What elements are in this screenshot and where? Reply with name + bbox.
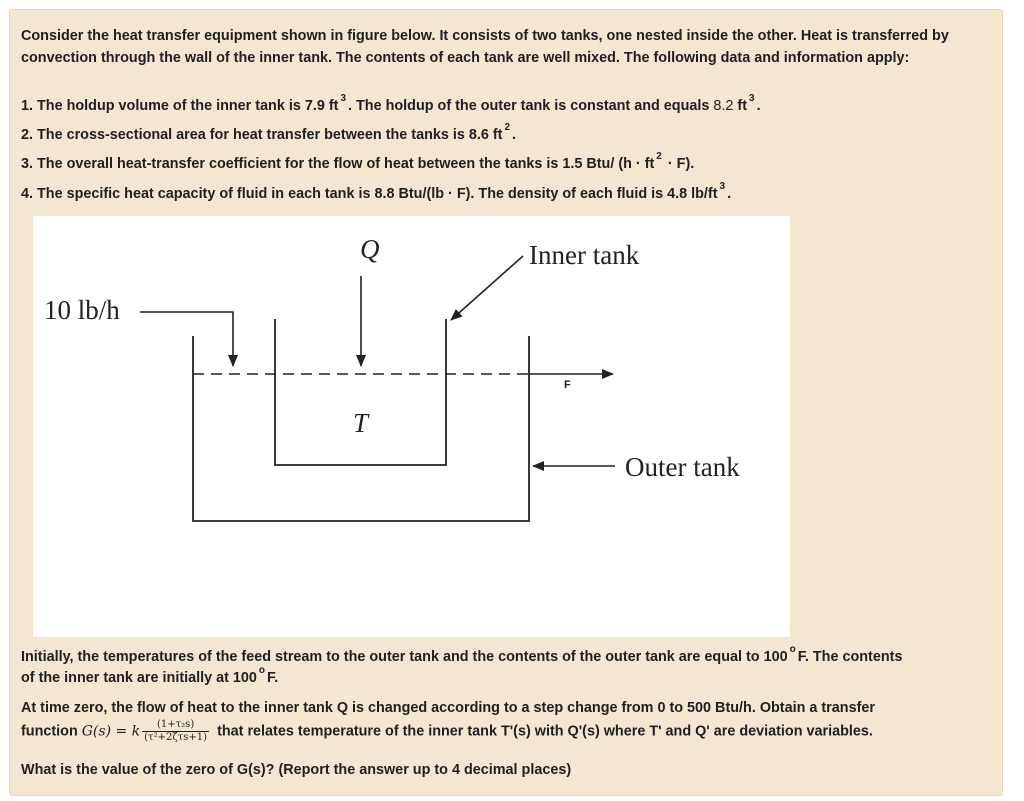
item-2: 2. The cross-sectional area for heat transfer between the tanks is 8.6 ft $^2$ . <box>21 122 517 143</box>
feed-label: 10 lb/h <box>44 295 120 325</box>
temperature-label: T <box>353 408 369 438</box>
item-3: 3. The overall heat-transfer coefficient for the flow of heat between the tanks is 1.5 Btu/ (h · ft $^2$ · F). <box>21 151 695 172</box>
q-label: Q <box>360 234 380 264</box>
step-change-line: At time zero, the flow of heat to the inner tank Q is changed according to a step change from 0 to 500 Btu/h. Obtain a transfer <box>21 700 875 716</box>
initial-conditions-line-1: Initially, the temperatures of the feed stream to the outer tank and the contents of the outer tank are equal to 100 $^o$ F. The contents <box>21 644 903 665</box>
tank-diagram <box>33 216 790 637</box>
feed-arrow <box>140 312 233 366</box>
item-1: 1. The holdup volume of the inner tank is 7.9 ft $^3$ . The holdup of the outer tank is constant and equals 8.2 ft $^3$ . <box>21 93 761 114</box>
inner-tank-pointer <box>451 256 523 320</box>
transfer-function-fraction: $\frac{\text{(1+τ₂s)}}{\text{(τ²+2ζτs+1)}}$ <box>144 719 208 743</box>
outer-tank-label: Outer tank <box>625 452 740 482</box>
inner-tank-label: Inner tank <box>529 240 640 270</box>
question: What is the value of the zero of G(s)? (Report the answer up to 4 decimal places) <box>21 762 572 778</box>
tank-diagram-svg <box>33 216 790 637</box>
transfer-function-line: function G(s) = k $\frac{\text{(1+τ₂s)}}{\text{(τ²+2ζτs+1)}}$ that relates temperature of the inner tank T'(s) with Q'(s) where T' and Q' are deviation variables. <box>21 719 873 743</box>
transfer-function-expression: G(s) = k <box>81 723 141 740</box>
initial-conditions-line-2: of the inner tank are initially at 100 $^o$ F. <box>21 665 279 686</box>
outlet-f-label: F <box>564 379 571 391</box>
item-4: 4. The specific heat capacity of fluid in each tank is 8.8 Btu/(lb · F). The density of each fluid is 4.8 lb/ft $^3$ . <box>21 181 732 202</box>
intro-paragraph: Consider the heat transfer equipment shown in figure below. It consists of two tanks, one nested inside the other. Heat is transferred by convection through the wall of the inner tank. The contents of each tank are well mixed. The following data and information apply: <box>21 28 949 66</box>
